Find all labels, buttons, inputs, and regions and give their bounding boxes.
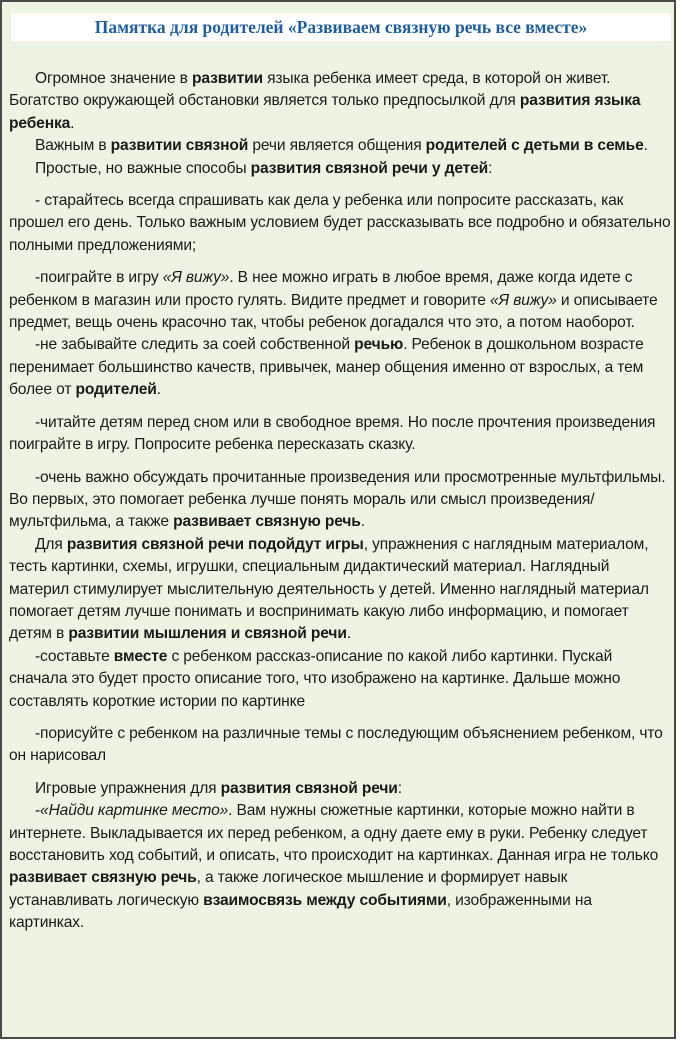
text-run: Огромное значение в <box>35 70 193 87</box>
text-run: Игровые упражнения для <box>35 779 221 797</box>
text-run: -не забывайте следить за соей собственной <box>35 336 355 354</box>
text-run: -поиграйте в игру <box>35 269 163 287</box>
italic-text: «Я вижу» <box>162 269 230 287</box>
bold-text: развития связной речи подойдут игры <box>66 535 364 553</box>
text-run: . <box>360 513 365 531</box>
paragraph-gap <box>9 457 671 467</box>
paragraph <box>9 190 671 257</box>
text-run: - старайтесь всегда спрашивать как дела у ребенка или попросите рассказать, как прошел его день. Только важным условием будет рассказывать все подробно и обязательно полными предложениями; <box>9 192 671 254</box>
text-run: . Вам нужны сюжетные картинки, которые можно найти в интернете. Выкладывается их перед ребенком, а одну даете ему в руки. Ребенку следует восстановить ход событий, и описать, что происходит на картинках. Данная игра не только <box>9 802 659 864</box>
text-run: . <box>156 381 161 399</box>
bold-text: родителей <box>75 381 157 399</box>
paragraph <box>9 646 671 713</box>
title-bar <box>11 13 671 41</box>
bold-text: развивает связную речь <box>9 869 197 887</box>
bold-text: развитии <box>192 70 263 87</box>
bold-text: развития связной речи <box>220 779 398 797</box>
paragraph <box>9 135 671 157</box>
text-run: с ребенком рассказ-описание по какой либо картинки. Пускай сначала это будет просто описание того, что изображено на картинке. Дальше можно составлять короткие истории по картинке <box>9 647 621 710</box>
text-run: -читайте детям перед сном или в свободное время. Но после прочтения произведения поиграйте в игру. Попросите ребенка пересказать сказку. <box>9 413 656 454</box>
bold-text: развитии мышления и связной речи <box>68 625 347 643</box>
text-run: . <box>346 625 351 643</box>
memo-body <box>9 68 671 935</box>
paragraph <box>9 723 671 768</box>
text-run: речи является общения <box>248 137 426 155</box>
paragraph-gap <box>9 713 671 723</box>
bold-text: развития языка ребенка <box>9 92 641 132</box>
paragraph-gap <box>9 402 671 412</box>
text-run: : <box>488 159 493 177</box>
paragraph-gap <box>9 257 671 267</box>
bold-text: вместе <box>113 647 168 665</box>
text-run: : <box>397 779 402 797</box>
paragraph <box>9 467 671 534</box>
text-run: Важным в <box>35 137 111 155</box>
paragraph <box>9 778 671 800</box>
text-run: -порисуйте с ребенком на различные темы с последующим объяснением ребенком, что он нарисовал <box>9 724 663 765</box>
text-run: Для <box>35 535 67 553</box>
text-run: и описываете предмет, вещь очень красочно так, чтобы ребенок догадался что это, а потом наоборот. <box>9 291 658 332</box>
bold-text: взаимосвязь между событиями <box>203 891 447 909</box>
text-run: -составьте <box>35 647 114 665</box>
text-run: - <box>35 802 41 820</box>
text-run: -очень важно обсуждать прочитанные произведения или просмотренные мультфильмы. Во первых, это помогает ребенка лучше понять мораль или смысл произведения/ мультфильма, а также <box>9 468 666 531</box>
text-run: . В нее можно играть в любое время, даже когда идете с ребенком в магазин или просто гулять. Видите предмет и говорите <box>9 269 633 309</box>
text-run: . <box>643 137 648 155</box>
text-run: Простые, но важные способы <box>35 159 251 177</box>
italic-text: «Я вижу» <box>490 291 557 309</box>
bold-text: развитии связной <box>110 137 249 155</box>
paragraph-gap <box>9 180 671 190</box>
paragraph <box>9 534 671 646</box>
paragraph <box>9 412 671 457</box>
text-run: . Ребенок в дошкольном возрасте перенимает большинство качеств, привычек, манер общения именно от взрослых, а тем более от <box>9 336 644 399</box>
paragraph <box>9 68 671 135</box>
italic-text: «Найди картинке место» <box>40 802 229 820</box>
memo-title: Памятка для родителей «Развиваем связную речь все вместе» <box>94 16 588 37</box>
paragraph <box>9 334 671 401</box>
text-run: , упражнения с наглядным материалом, тесть картинки, схемы, игрушки, специальным дидактический материал. Наглядный материл стимулирует мыслительную деятельность у детей. Именно наглядный материал помогает детям лучше понимать и воспринимать какую либо информацию, и помогает детям в <box>9 535 649 643</box>
bold-text: речью <box>354 336 404 354</box>
text-run: языка ребенка имеет среда, в которой он живет. Богатство окружающей обстановки является только предпосылкой для <box>9 70 611 110</box>
text-run: , а также логическое мышление и формирует навык устанавливать логическую <box>9 869 568 909</box>
bold-text: родителей с детьми в семье <box>425 137 644 155</box>
paragraph <box>9 158 671 180</box>
paragraph <box>9 267 671 334</box>
bold-text: развивает связную речь <box>173 513 361 531</box>
paragraph <box>9 800 671 934</box>
text-run: . <box>70 114 75 132</box>
text-run: , изображенными на картинках. <box>9 891 592 932</box>
paragraph-gap <box>9 768 671 778</box>
bold-text: развития связной речи у детей <box>250 159 489 177</box>
